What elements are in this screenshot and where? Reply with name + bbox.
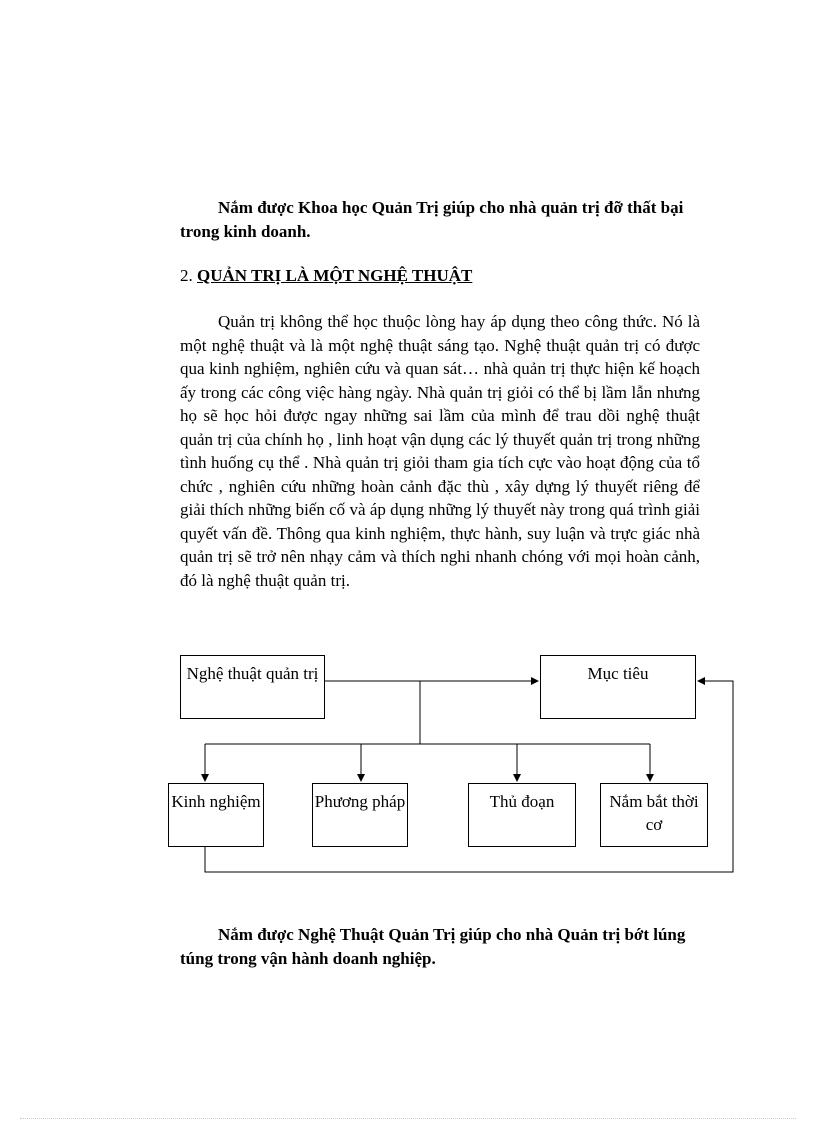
box-seize-opportunity: Nắm bắt thời cơ: [600, 783, 708, 847]
box-experience: Kinh nghiệm: [168, 783, 264, 847]
section-heading: [180, 264, 700, 287]
intro-paragraph: Nắm được Khoa học Quản Trị giúp cho nhà quản trị đỡ thất bại trong kinh doanh.: [180, 198, 684, 241]
section-number: 2.: [180, 266, 193, 285]
box-tactic: Thủ đoạn: [468, 783, 576, 847]
box-goal: Mục tiêu: [540, 655, 696, 719]
closing-paragraph: Nắm được Nghệ Thuật Quản Trị giúp cho nhà Quản trị bớt lúng túng trong vận hành doanh nghiệp.: [180, 925, 686, 968]
box-management-art: Nghệ thuật quản trị: [180, 655, 325, 719]
page-footer-divider: [20, 1118, 796, 1119]
section-title: QUẢN TRỊ LÀ MỘT NGHỆ THUẬT: [197, 266, 473, 285]
box-method: Phương pháp: [312, 783, 408, 847]
body-paragraph: Quản trị không thể học thuộc lòng hay áp dụng theo công thức. Nó là một nghệ thuật và là một nghệ thuật sáng tạo. Nghệ thuật quản trị có được qua kinh nghiệm, nghiên cứu và quan sát… nhà quản trị thực hiện kế hoạch ấy trong các công việc hàng ngày. Nhà quản trị giỏi có thể bị lầm lẫn nhưng họ sẽ học hỏi được ngay những sai lầm của mình để trau dồi nghệ thuật quản trị của chính họ , linh hoạt vận dụng các lý thuyết quản trị trong những tình huống cụ thể . Nhà quản trị giỏi tham gia tích cực vào hoạt động của tổ chức , nghiên cứu những hoàn cảnh đặc thù , xây dựng lý thuyết riêng để giải thích những biến cố và áp dụng những lý thuyết này trong quá trình giải quyết vấn đề. Thông qua kinh nghiệm, thực hành, suy luận và trực giác nhà quản trị sẽ trở nên nhạy cảm và thích nghi nhanh chóng với mọi hoàn cảnh, đó là nghệ thuật quản trị.: [180, 312, 700, 590]
